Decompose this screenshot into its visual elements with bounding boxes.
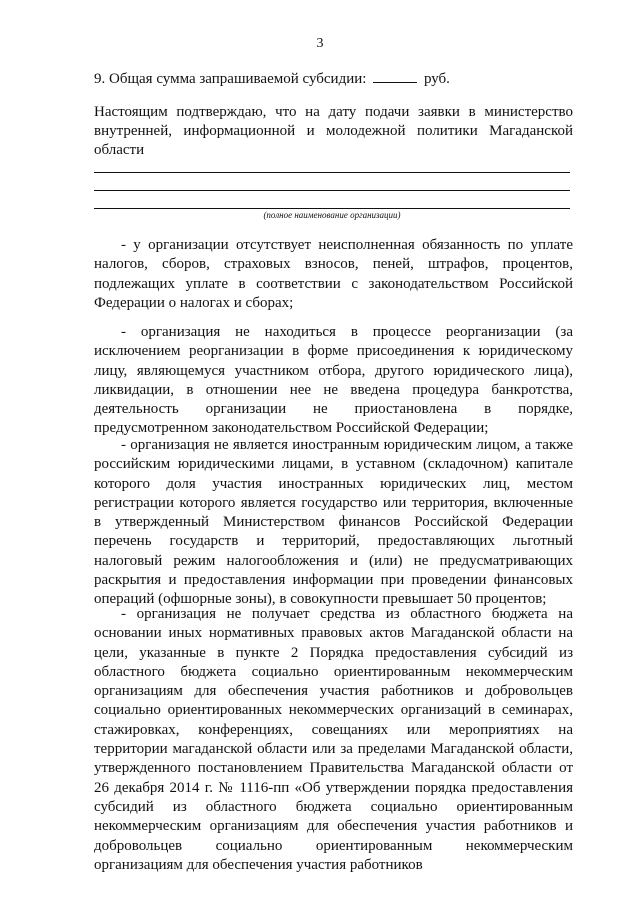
org-name-line-1: [94, 172, 570, 173]
paragraph-no-reorganization: - организация не находиться в процессе реорганизации (за исключением реорганизации в форме присоединения к юридическому лицу, являющемуся участником отбора, другого юридического лица), ликвидации, в отношении нее не введена процедура банкротства, деятельность организации не приостановлена в порядке, предусмотренном законодательством Российской Федерации;: [94, 324, 573, 437]
subsidy-amount-unit: руб.: [423, 71, 450, 87]
page-number: 3: [316, 36, 324, 51]
subsidy-amount-label: 9. Общая сумма запрашиваемой субсидии:: [94, 71, 367, 87]
confirmation-text: Настоящим подтверждаю, что на дату подачи заявки в министерство внутренней, информационной и молодежной политики Магаданской области: [94, 104, 573, 158]
org-name-line-3: [94, 208, 570, 209]
paragraph-no-other-funds: - организация не получает средства из областного бюджета на основании иных нормативных правовых актов Магаданской области на цели, указанные в пункте 2 Порядка предоставления субсидий из областного бюджета социально ориентированным некоммерческим организациям для обеспечения участия работников и добровольцев социально ориентированных некоммерческих организаций в семинарах, стажировках, конференциях, совещаниях или мероприятиях на территории магаданской области или за пределами Магаданской области, утвержденного постановлением Правительства Магаданской области от 26 декабря 2014 г. № 1116-пп «Об утверждении порядка предоставления субсидий из областного бюджета социально ориентированным некоммерческим организациям для обеспечения участия работников и добровольцев социально ориентированным некоммерческим организациям для обеспечения участия работников: [94, 606, 573, 873]
paragraph-not-foreign-entity: - организация не является иностранным юридическим лицом, а также российским юридическими лицами, в уставном (складочном) капитале которого доля участия иностранных юридических лиц, местом регистрации которого является государство или территория, включенные в утвержденный Министерством финансов Российской Федерации перечень государств и территорий, предоставляющих льготный налоговый режим налогообложения и (или) не предусматривающих раскрытия и предоставления информации при проведении финансовых операций (офшорные зоны), в совокупности превышает 50 процентов;: [94, 437, 573, 608]
subsidy-amount-line: [94, 70, 450, 88]
org-name-line-2: [94, 190, 570, 191]
subsidy-amount-blank: [373, 70, 417, 83]
paragraph-no-tax-debt: - у организации отсутствует неисполненная обязанность по уплате налогов, сборов, страховых взносов, пеней, штрафов, процентов, подлежащих уплате в соответствии с законодательством Российской Федерации о налогах и сборах;: [94, 237, 573, 311]
org-name-caption: (полное наименование организации): [263, 210, 401, 220]
